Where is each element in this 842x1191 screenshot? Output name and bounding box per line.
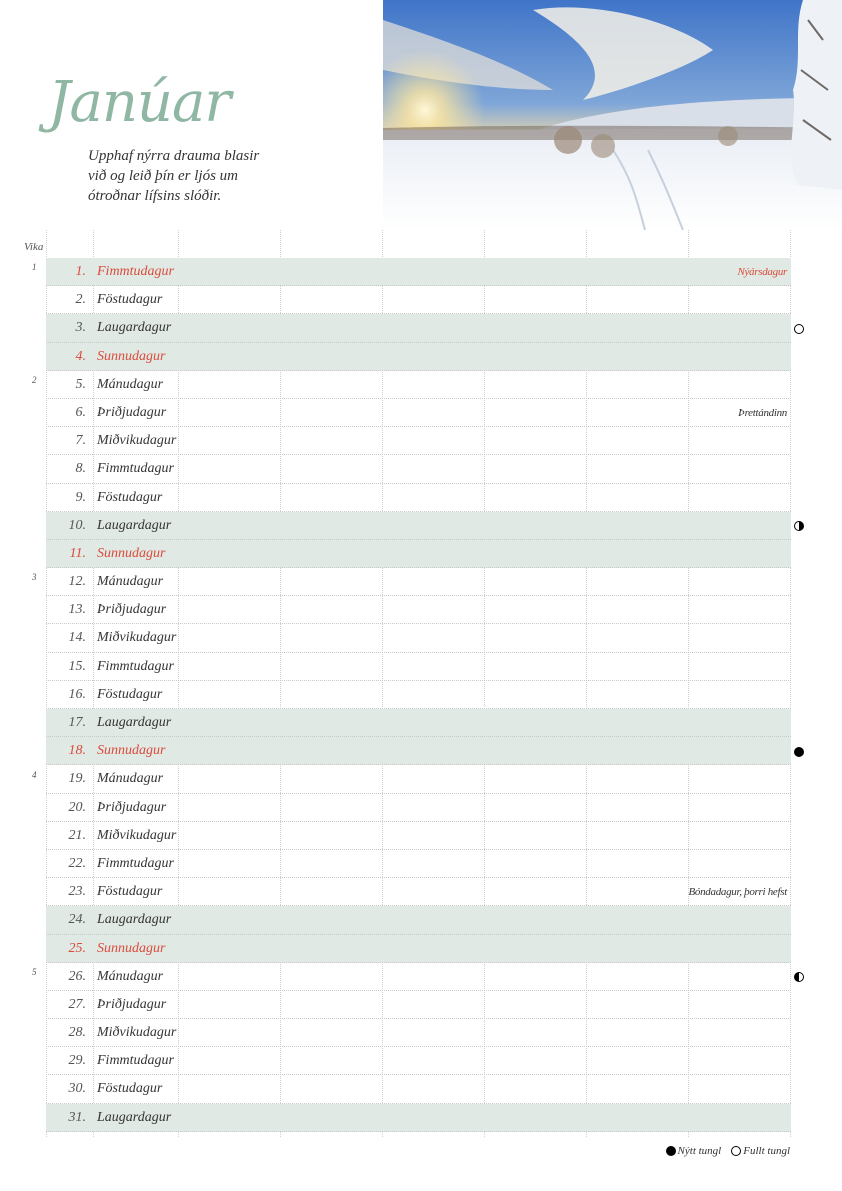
day-row (46, 286, 791, 314)
day-number: 16. (68, 686, 86, 702)
day-row (46, 399, 791, 427)
new-moon-icon (666, 1146, 676, 1156)
day-number: 23. (68, 884, 86, 900)
week-number: 1 (32, 262, 37, 273)
legend-full-moon (731, 1145, 790, 1157)
legend-new-moon-label: Nýtt tungl (677, 1145, 722, 1157)
weekday-name: Föstudagur (97, 686, 163, 702)
day-number: 13. (68, 602, 86, 618)
weekday-name: Föstudagur (97, 1081, 163, 1097)
day-row (46, 737, 791, 765)
weekday-name: Þriðjudagur (97, 404, 167, 420)
full-moon-icon (794, 324, 804, 334)
day-number: 3. (75, 320, 86, 336)
day-number: 6. (75, 404, 86, 420)
day-row (46, 568, 791, 596)
day-row (46, 427, 791, 455)
day-row (46, 512, 791, 540)
weekday-name: Mánudagur (97, 574, 164, 590)
day-row (46, 653, 791, 681)
day-number: 1. (75, 264, 86, 279)
week-number: 4 (32, 769, 37, 780)
day-number: 14. (68, 630, 86, 646)
day-number: 17. (68, 715, 86, 730)
day-row (46, 681, 791, 709)
weekday-name: Þriðjudagur (97, 996, 167, 1012)
month-quote (88, 146, 288, 206)
day-row (46, 540, 791, 568)
week-column-header: Vika (24, 241, 44, 253)
day-row (46, 258, 791, 286)
day-row (46, 1047, 791, 1075)
day-row (46, 963, 791, 991)
weekday-name: Miðvikudagur (97, 1025, 177, 1041)
day-row (46, 878, 791, 906)
day-row (46, 935, 791, 963)
day-row (46, 794, 791, 822)
day-row (46, 314, 791, 342)
weekday-name: Mánudagur (97, 968, 164, 984)
weekday-name: Laugardagur (97, 320, 172, 336)
weekday-name: Miðvikudagur (97, 630, 177, 646)
winter-landscape-photo (383, 0, 842, 230)
full-moon-icon (731, 1146, 741, 1156)
day-number: 26. (68, 968, 86, 984)
day-number: 10. (68, 517, 86, 533)
weekday-name: Fimmtudagur (97, 461, 174, 477)
weekday-name: Fimmtudagur (97, 855, 174, 871)
weekday-name: Sunnudagur (97, 348, 166, 364)
legend-new-moon (666, 1145, 722, 1157)
calendar-days (46, 258, 791, 1132)
weekday-name: Laugardagur (97, 715, 172, 730)
day-row (46, 1075, 791, 1103)
weekday-name: Miðvikudagur (97, 827, 177, 843)
day-number: 20. (68, 799, 86, 815)
weekday-name: Miðvikudagur (97, 433, 177, 449)
weekday-name: Þriðjudagur (97, 799, 167, 815)
day-number: 22. (68, 855, 86, 871)
day-number: 2. (75, 292, 86, 308)
day-row (46, 906, 791, 934)
day-number: 4. (75, 348, 86, 364)
day-row (46, 343, 791, 371)
weekday-name: Sunnudagur (97, 545, 166, 561)
day-number: 21. (68, 827, 86, 843)
day-row (46, 455, 791, 483)
day-row (46, 822, 791, 850)
last-moon-icon (794, 972, 804, 982)
weekday-name: Sunnudagur (97, 743, 166, 759)
holiday-note: Þrettándinn (738, 406, 787, 419)
day-row (46, 991, 791, 1019)
day-number: 30. (68, 1081, 86, 1097)
day-row (46, 1104, 791, 1132)
day-row (46, 596, 791, 624)
weekday-name: Mánudagur (97, 771, 164, 787)
day-row (46, 765, 791, 793)
weekday-name: Fimmtudagur (97, 264, 174, 279)
weekday-name: Föstudagur (97, 884, 163, 900)
holiday-note: Bóndadagur, þorri hefst (688, 886, 787, 899)
day-number: 24. (68, 912, 86, 928)
new-moon-icon (794, 747, 804, 757)
day-number: 8. (75, 461, 86, 477)
legend-full-moon-label: Fullt tungl (743, 1145, 790, 1157)
day-row (46, 484, 791, 512)
day-row (46, 709, 791, 737)
week-number: 3 (32, 572, 37, 583)
week-number: 5 (32, 967, 37, 978)
quote-line: við og leið þín er ljós um (88, 168, 238, 184)
day-number: 9. (75, 489, 86, 505)
day-row (46, 624, 791, 652)
day-number: 29. (68, 1053, 86, 1069)
weekday-name: Sunnudagur (97, 940, 166, 956)
weekday-name: Fimmtudagur (97, 1053, 174, 1069)
week-number: 2 (32, 374, 37, 385)
weekday-name: Þriðjudagur (97, 602, 167, 618)
weekday-name: Laugardagur (97, 1109, 172, 1125)
day-number: 15. (68, 658, 86, 674)
day-row (46, 1019, 791, 1047)
day-number: 19. (68, 771, 86, 787)
day-number: 5. (75, 376, 86, 392)
quote-line: Upphaf nýrra drauma blasir (88, 148, 260, 164)
day-number: 18. (68, 743, 86, 759)
first-moon-icon (794, 521, 804, 531)
day-number: 28. (68, 1025, 86, 1041)
weekday-name: Mánudagur (97, 376, 164, 392)
day-number: 31. (68, 1109, 86, 1125)
month-title: Janúar (48, 70, 231, 135)
day-number: 27. (68, 996, 86, 1012)
weekday-name: Laugardagur (97, 517, 172, 533)
day-number: 25. (68, 940, 86, 956)
weekday-name: Föstudagur (97, 489, 163, 505)
moon-legend (666, 1145, 790, 1157)
weekday-name: Laugardagur (97, 912, 172, 928)
weekday-name: Fimmtudagur (97, 658, 174, 674)
quote-line: ótroðnar lífsins slóðir. (88, 188, 222, 204)
day-number: 12. (68, 574, 86, 590)
holiday-note: Nýársdagur (737, 266, 787, 278)
day-number: 7. (75, 433, 86, 449)
weekday-name: Föstudagur (97, 292, 163, 308)
day-row (46, 371, 791, 399)
day-number: 11. (69, 545, 86, 561)
day-row (46, 850, 791, 878)
